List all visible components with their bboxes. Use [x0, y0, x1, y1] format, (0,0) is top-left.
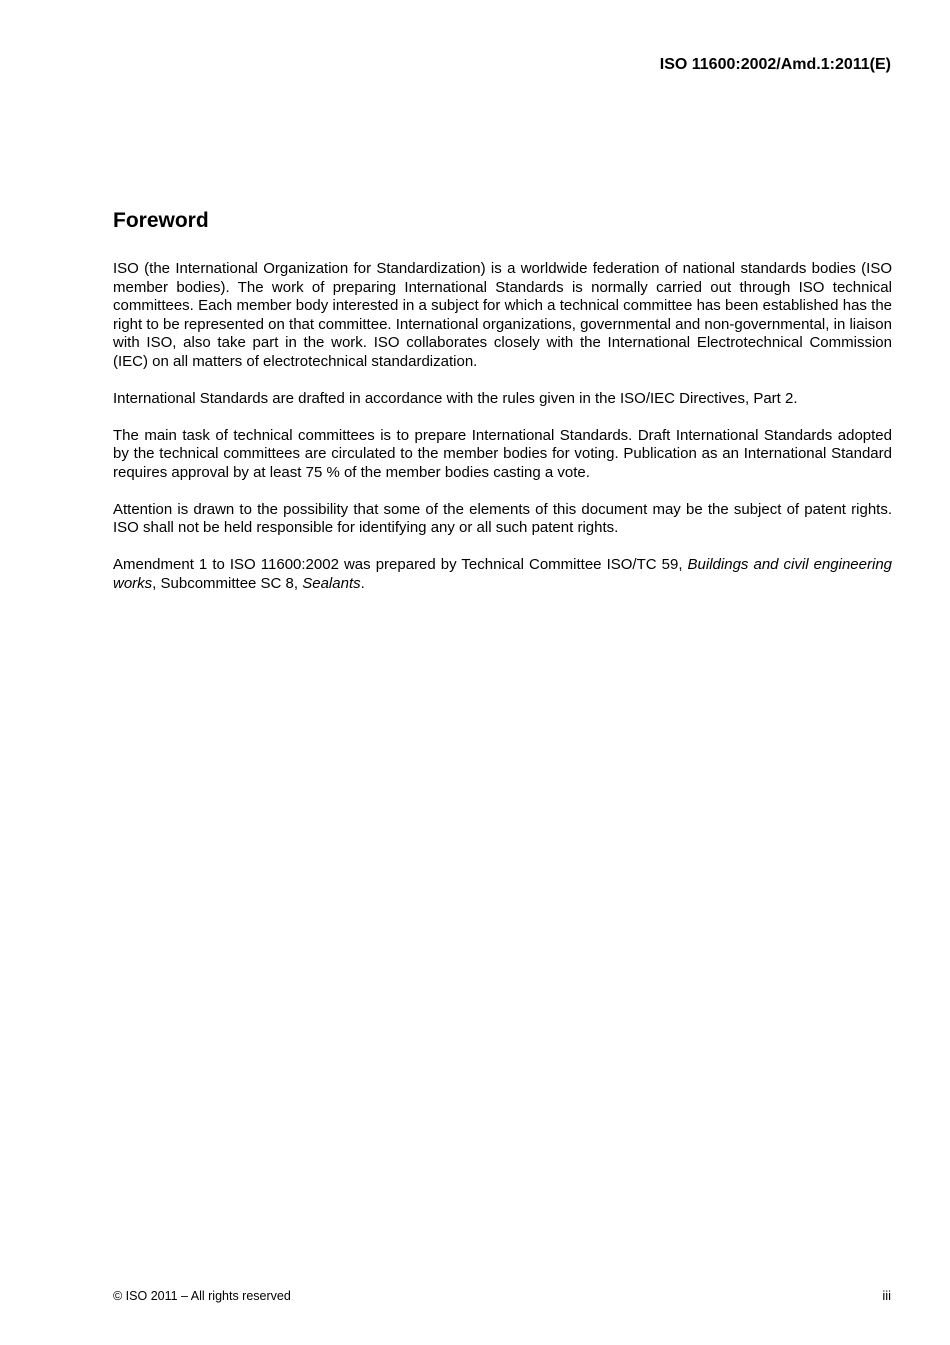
- paragraph-committee-task: The main task of technical committees is to prepare International Standards. Draft International Standards adopted by the technical committees are circulated to the member bodies for voting. Publication as an International Standard requires approval by at least 75 % of the member bodies casting a vote.: [113, 426, 892, 481]
- foreword-body: [113, 260, 892, 612]
- paragraph-amendment-info: [113, 556, 892, 593]
- amendment-text-3: .: [360, 574, 365, 592]
- document-identifier: ISO 11600:2002/Amd.1:2011(E): [659, 56, 891, 73]
- footer-page-number: iii: [882, 1288, 891, 1303]
- paragraph-iso-federation: ISO (the International Organization for Standardization) is a worldwide federation of national standards bodies (ISO member bodies). The work of preparing International Standards is normally carried out through ISO technical committees. Each member body interested in a subject for which a technical committee has been established has the right to be represented on that committee. International organizations, governmental and non-governmental, in liaison with ISO, also take part in the work. ISO collaborates closely with the International Electrotechnical Commission (IEC) on all matters of electrotechnical standardization.: [113, 260, 892, 370]
- paragraph-patent-rights: Attention is drawn to the possibility that some of the elements of this document may be the subject of patent rights. ISO shall not be held responsible for identifying any or all such patent rights.: [113, 500, 892, 536]
- page-title: Foreword: [113, 209, 209, 232]
- subcommittee-name: Sealants: [302, 574, 361, 592]
- committee-name: Buildings and civil engineering works: [113, 556, 893, 592]
- amendment-text-1: Amendment 1 to ISO 11600:2002 was prepared by Technical Committee ISO/TC 59,: [113, 556, 688, 573]
- paragraph-directives: International Standards are drafted in accordance with the rules given in the ISO/IEC Directives, Part 2.: [113, 389, 798, 407]
- amendment-text-2: , Subcommittee SC 8,: [152, 574, 303, 592]
- footer-copyright: © ISO 2011 – All rights reserved: [113, 1289, 291, 1303]
